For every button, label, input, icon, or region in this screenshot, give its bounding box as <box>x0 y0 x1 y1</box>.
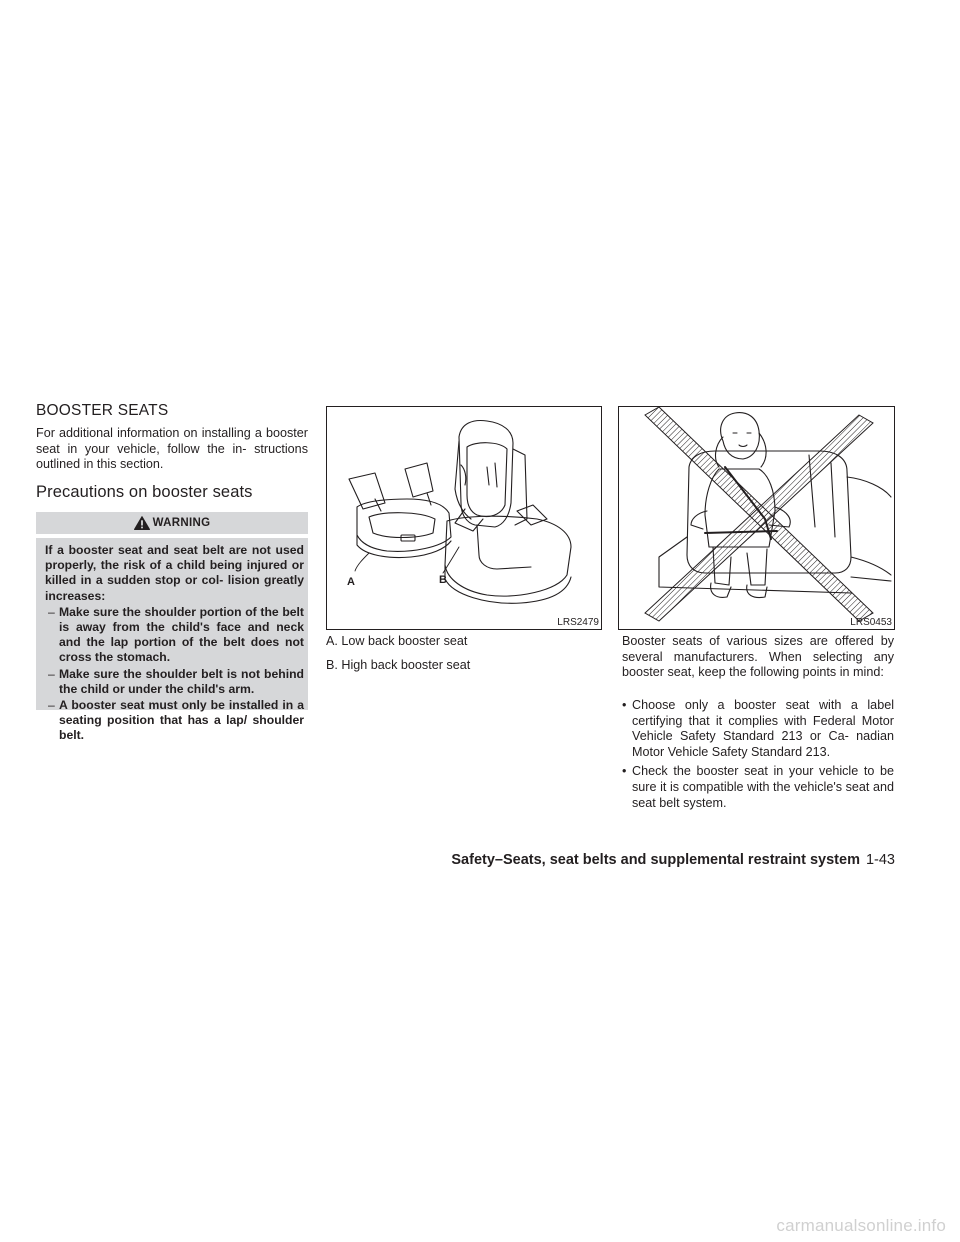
subsection-title: Precautions on booster seats <box>36 483 253 501</box>
dash-marker: – <box>48 698 55 713</box>
figure-code: LRS2479 <box>557 617 599 628</box>
child-in-seat-illustration <box>619 407 894 629</box>
watermark: carmanualsonline.info <box>776 1216 946 1235</box>
bullet-marker: • <box>622 764 627 779</box>
warning-item-text: A booster seat must only be installed in a seating position that has a lap/ shoulder belt. <box>59 698 304 743</box>
list-item <box>622 764 894 811</box>
list-item <box>622 698 894 760</box>
section-title: BOOSTER SEATS <box>36 402 169 419</box>
list-item-text: Choose only a booster seat with a label certifying that it complies with Federal Motor Vehicle Safety Standard 213 or Ca- nadian Motor Vehicle Safety Standard 213. <box>632 698 894 759</box>
warning-item <box>45 698 304 744</box>
warning-item <box>45 667 304 697</box>
dash-marker: – <box>48 666 55 681</box>
warning-label: WARNING <box>152 517 211 529</box>
bullet-list <box>622 698 894 815</box>
label-b: B <box>439 574 447 586</box>
warning-header <box>36 512 308 534</box>
page-number: 1-43 <box>865 852 895 868</box>
caption-b: B. High back booster seat <box>326 658 471 672</box>
intro-paragraph: For additional information on installing a booster seat in your vehicle, follow the in- structions outlined in this section. <box>36 426 308 472</box>
warning-body <box>36 538 308 743</box>
dash-marker: – <box>48 604 55 619</box>
bullet-marker: • <box>622 698 627 712</box>
booster-paragraph: Booster seats of various sizes are offered by several manufacturers. When selecting any booster seat, keep the following points in mind: <box>622 634 894 680</box>
label-a: A <box>347 576 355 588</box>
figure-code: LRS0453 <box>850 617 892 628</box>
booster-seats-illustration <box>327 407 601 629</box>
caption-a: A. Low back booster seat <box>326 634 468 648</box>
incorrect-usage-figure <box>618 406 895 630</box>
warning-intro: If a booster seat and seat belt are not used properly, the risk of a child being injured or killed in a sudden stop or col- lision greatly increases: <box>45 543 304 603</box>
booster-seats-figure <box>326 406 602 630</box>
warning-triangle-icon <box>134 516 150 530</box>
warning-item-text: Make sure the shoulder belt is not behind the child or under the child's arm. <box>59 666 304 696</box>
page-footer <box>451 852 895 868</box>
warning-item-text: Make sure the shoulder portion of the belt is away from the child's face and neck and the lap portion of the belt does not cross the stomach. <box>59 604 304 665</box>
footer-title: Safety–Seats, seat belts and supplemental restraint system <box>451 852 860 868</box>
warning-item <box>45 605 304 666</box>
list-item-text: Check the booster seat in your vehicle to be sure it is compatible with the vehicle's seat and seat belt system. <box>632 764 894 810</box>
